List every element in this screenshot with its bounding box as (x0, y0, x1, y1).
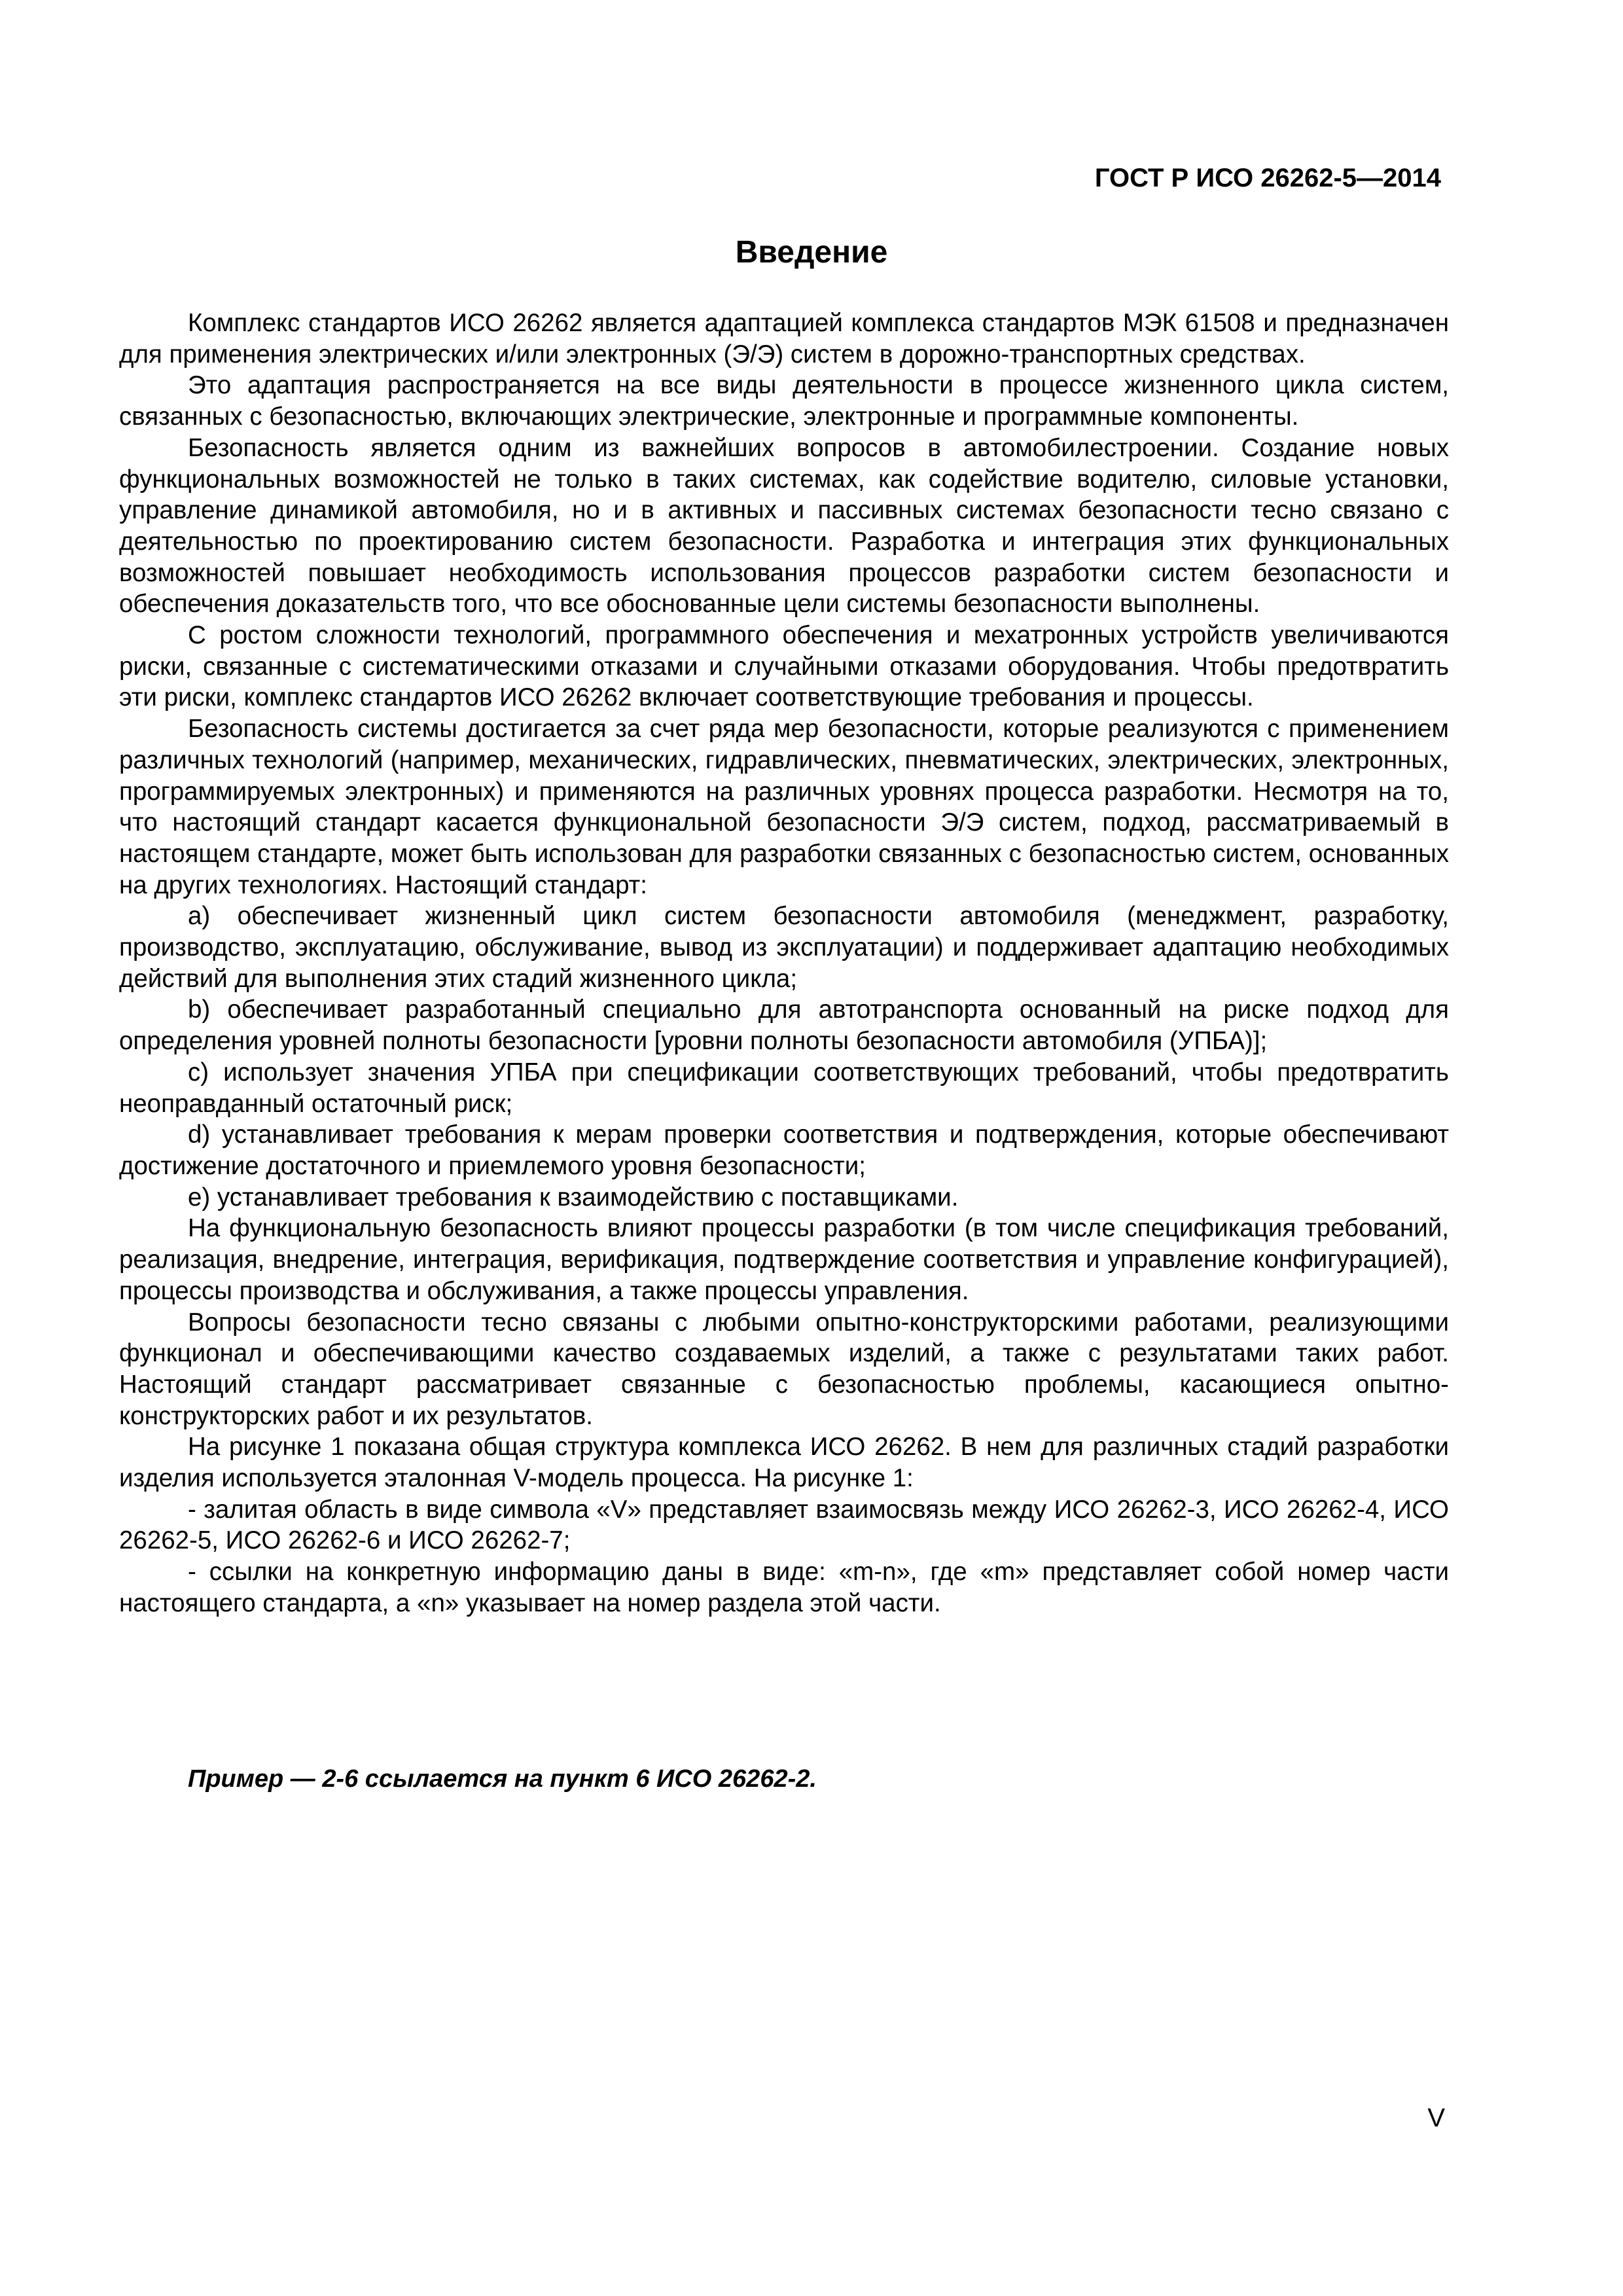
paragraph: Безопасность системы достигается за счет ряда мер безопасности, которые реализуются с применением различных технологий (например, механических, гидравлических, пневматических, электрических, электронных, программируемых электронных) и применяются на различных уровнях процесса разработки. Несмотря на то, что настоящий стандарт касается функциональной безопасности Э/Э систем, подход, рассматриваемый в настоящем стандарте, может быть использован для разработки связанных с безопасностью систем, основанных на других технологиях. Настоящий стандарт: (119, 715, 1449, 899)
list-item: c) использует значения УПБА при спецификации соответствующих требований, чтобы предотвратить неоправданный остаточный риск; (119, 1058, 1449, 1118)
list-item: a) обеспечивает жизненный цикл систем безопасности автомобиля (менеджмент, разработку, производство, эксплуатацию, обслуживание, вывод из эксплуатации) и поддерживает адаптацию необходимых действий для выполнения этих стадий жизненного цикла; (119, 902, 1449, 993)
paragraph: Безопасность является одним из важнейших вопросов в автомобилестроении. Создание новых функциональных возможностей не только в таких системах, как содействие водителю, силовые установки, управление динамикой автомобиля, но и в активных и пассивных системах безопасности тесно связано с деятельностью по проектированию систем безопасности. Разработка и интеграция этих функциональных возможностей повышает необходимость использования процессов разработки систем безопасности и обеспечения доказательств того, что все обоснованные цели системы безопасности выполнены. (119, 433, 1449, 619)
paragraph: С ростом сложности технологий, программного обеспечения и мехатронных устройств увеличиваются риски, связанные с систематическими отказами и случайными отказами оборудования. Чтобы предотвратить эти риски, комплекс стандартов ИСО 26262 включает соответствующие требования и процессы. (119, 621, 1449, 712)
list-item: - залитая область в виде символа «V» представляет взаимосвязь между ИСО 26262-3, ИСО 26262-4, ИСО 26262-5, ИСО 26262-6 и ИСО 26262-7; (119, 1495, 1449, 1555)
paragraph: На рисунке 1 показана общая структура комплекса ИСО 26262. В нем для различных стадий разработки изделия используется эталонная V-модель процесса. На рисунке 1: (119, 1433, 1449, 1493)
section-title: Введение (735, 235, 888, 270)
page-number: V (1427, 2104, 1445, 2132)
example-note: Пример — 2-6 ссылается на пункт 6 ИСО 26262-2. (188, 1765, 817, 1793)
list-item: e) устанавливает требования к взаимодействию с поставщиками. (188, 1183, 959, 1211)
paragraph: Комплекс стандартов ИСО 26262 является адаптацией комплекса стандартов МЭК 61508 и предназначен для применения электрических и/или электронных (Э/Э) систем в дорожно-транспортных средствах. (119, 309, 1449, 368)
list-item: - ссылки на конкретную информацию даны в виде: «m-n», где «m» представляет собой номер части настоящего стандарта, а «n» указывает на номер раздела этой части. (119, 1558, 1449, 1617)
paragraph: На функциональную безопасность влияют процессы разработки (в том числе спецификация требований, реализация, внедрение, интеграция, верификация, подтверждение соответствия и управление конфигурацией), процессы производства и обслуживания, а также процессы управления. (119, 1214, 1449, 1305)
list-item: b) обеспечивает разработанный специально для автотранспорта основанный на риске подход для определения уровней полноты безопасности [уровни полноты безопасности автомобиля (УПБА)]; (119, 996, 1449, 1056)
paragraph: Вопросы безопасности тесно связаны с любыми опытно-конструкторскими работами, реализующими функционал и обеспечивающими качество создаваемых изделий, а также с результатами таких работ. Настоящий стандарт рассматривает связанные с безопасностью проблемы, касающиеся опытно-конструкторских работ и их результатов. (119, 1308, 1449, 1430)
document-header-id: ГОСТ Р ИСО 26262-5—2014 (1094, 164, 1441, 192)
body-text (119, 308, 1449, 1619)
paragraph: Это адаптация распространяется на все виды деятельности в процессе жизненного цикла систем, связанных с безопасностью, включающих электрические, электронные и программные компоненты. (119, 371, 1449, 431)
list-item: d) устанавливает требования к мерам проверки соответствия и подтверждения, которые обеспечивают достижение достаточного и приемлемого уровня безопасности; (119, 1121, 1449, 1180)
